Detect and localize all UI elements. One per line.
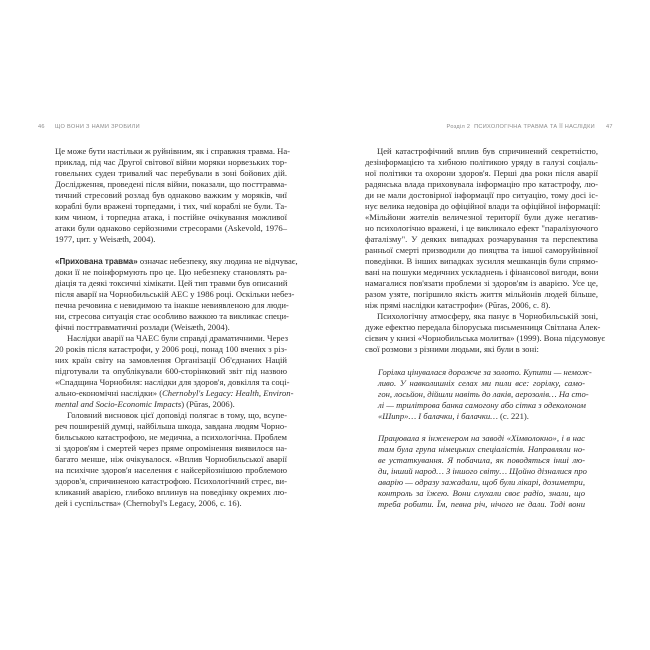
text-run: Психологічну атмосферу, яка панує в Чорнобильській зоні, (377, 311, 598, 321)
text-line (55, 366, 287, 377)
text-run: гон, лосьйон, дійшли навіть до лаків, аерозолів… На сто- (378, 389, 589, 399)
text-run: вані на пошуки медичних ускладнень і фінансової вигоди, вони (365, 267, 599, 277)
text-run: лі — трилітрова банка самогону або сітка з одеколоном (378, 400, 586, 410)
text-run: на психічне здоров'я населення є найсерйознішою проблемою (55, 465, 287, 475)
text-run: разом узяте, погіршило якість життя мільйонів людей більше, (365, 289, 598, 299)
italic-title: mental and Socio-Economic Impacts (55, 399, 182, 409)
text-line (55, 267, 287, 278)
text-run: фаталізму". У деяких випадках розчарування та перспектива (365, 234, 598, 244)
text-run: сієвич у книзі «Чорнобильська молитва» (1999). Вона підсумовує (365, 333, 606, 343)
paragraph (55, 146, 291, 245)
text-line (55, 311, 287, 322)
text-run: дей і суспільства» (Chernobyl's Legacy, 2006, с. 16). (55, 498, 242, 508)
text-run: там була група німецьких спеціалістів. Направляли но- (378, 444, 585, 454)
text-line (365, 146, 598, 157)
text-run: ким чином, і торпедна атака, і постійне очікування можливої (55, 212, 287, 222)
left-running-head (55, 124, 140, 130)
text-line (55, 278, 287, 289)
text-run: здоров'я, спричиненою катастрофою. Психологічний стрес, ви- (55, 476, 287, 486)
text-line (55, 454, 287, 465)
text-line (365, 311, 598, 322)
text-line (378, 378, 585, 389)
paragraph (55, 333, 294, 410)
text-run: намагалися пов'язати проблеми зі здоров'ям із аварією. Усе це, (365, 278, 598, 288)
text-line (365, 212, 598, 223)
text-run: 1977, цит. у Weisæth, 2004). (55, 234, 156, 244)
text-run: ди, інший народ… З іншого світу… Щойно дізналися про (378, 466, 587, 476)
text-line (365, 322, 601, 333)
text-run: Головний висновок цієї доповіді полягає в тому, що, всупе- (67, 410, 287, 420)
text-run: кликаний аварією, глибоко вплинув на поведінку окремих лю- (55, 487, 287, 497)
text-run: дезінформацією та хибною політикою уряду в галузі соціаль- (365, 157, 598, 167)
right-page-body (365, 146, 606, 510)
text-line (378, 499, 585, 510)
text-line (378, 411, 585, 422)
text-line (55, 190, 287, 201)
text-run: «Мільйони жителів величезної території були дуже негатив- (365, 212, 598, 222)
text-run: ) (Pūras, 2006). (181, 399, 235, 409)
text-run: 20 років після катастрофи, у 2006 році, понад 100 вчених з різ- (55, 344, 287, 354)
text-line (365, 201, 601, 212)
text-run: ранньої смерті призводили до пияцтва та іншої саморуйнівної (365, 245, 598, 255)
text-line (55, 223, 287, 234)
text-line (365, 256, 598, 267)
text-line (365, 344, 598, 355)
paragraph (365, 311, 606, 355)
text-run: ве устаткування. Я побачила, як поводяться інші лю- (378, 455, 585, 465)
text-run: поведінки. В інших випадках зусилля мешканців були спрямо- (365, 256, 598, 266)
text-line (365, 267, 598, 278)
text-line (55, 421, 287, 432)
text-line (365, 179, 598, 190)
italic-title: Chernobyl's Legacy: Health, Environ- (162, 388, 294, 398)
text-run: контроль за їжею. Вони слухали своє радіо, знали, що (378, 488, 585, 498)
text-line (55, 256, 298, 267)
text-run: тичний стресовий розлад був однаково важким у моряків, чиї (55, 190, 287, 200)
text-line (365, 234, 598, 245)
text-line (378, 488, 585, 499)
text-line (55, 344, 287, 355)
text-run: дуже ефектно передала білоруська письменниця Світлана Алек- (365, 322, 601, 332)
text-line (55, 179, 287, 190)
text-line (55, 388, 294, 399)
text-line (55, 146, 291, 157)
paragraph (55, 410, 287, 509)
text-line (55, 234, 287, 245)
text-line (365, 289, 598, 300)
text-run: Цей катастрофічний вплив був спричинений секретністю, (377, 146, 598, 156)
text-run: «Спадщина Чорнобиля: наслідки для здоров'я, довкілля та соці- (55, 377, 290, 387)
block-quote (378, 367, 592, 422)
text-run: Працювала я інженером на заводі «Хімволокно», і в нас (378, 433, 585, 443)
text-line (55, 487, 287, 498)
text-line (378, 367, 592, 378)
text-line (365, 190, 598, 201)
text-line (55, 432, 287, 443)
left-page-body (55, 146, 298, 509)
text-line (365, 245, 598, 256)
text-line (365, 300, 598, 311)
text-run: означає небезпеку, яку людина не відчуває, (137, 256, 298, 266)
text-run: бильською катастрофою, не медична, а психологічна. Проблем (55, 432, 287, 442)
text-line (55, 201, 287, 212)
text-line (365, 333, 606, 344)
text-run: кораблі були вражені торпедами, і тих, чиї кораблі не були. Та- (55, 201, 287, 211)
text-run: Горілка цінувалася дорожче за золото. Купити — немож- (378, 367, 592, 377)
text-line (55, 399, 287, 410)
text-line (55, 300, 287, 311)
text-line (365, 157, 598, 168)
text-run: ної політики та охорони здоров'я. Перші два роки після аварії (365, 168, 598, 178)
text-line (365, 168, 598, 179)
text-run: «Шипр»… І балачки, і балачки… (378, 411, 498, 421)
text-run: ально-економічні наслідки» ( (55, 388, 163, 398)
text-run: зі здоров'ям і смертей через пряме опромінення виявилося на- (55, 443, 287, 453)
text-run: печна речовина є невидимою та інакше невиявленою для люди- (55, 300, 289, 310)
text-run: ни, стресова ситуація стає особливо важкою та викликає специ- (55, 311, 289, 321)
right-page-number: 47 (606, 124, 613, 130)
text-run: но психологічно вражені, і це викликало ефект "паралізуючого (365, 223, 598, 233)
text-line (55, 157, 287, 168)
paragraph (365, 146, 601, 311)
text-run: приклад, під час Другої світової війни моряки норвезьких тор- (55, 157, 287, 167)
paragraph (55, 256, 298, 333)
text-line (378, 389, 589, 400)
citation: (с. 221). (497, 411, 529, 421)
text-line (55, 333, 287, 344)
text-run: після аварії на Чорнобильській АЕС у 1986 році. Оскільки небез- (55, 289, 295, 299)
text-run: свої розмови з різними людьми, які були в зоні: (365, 344, 539, 354)
text-line (55, 322, 287, 333)
running-head-text: ЩО ВОНИ З НАМИ ЗРОБИЛИ (55, 124, 140, 130)
text-run: ди не мали достовірної інформації про ситуацію, тому досі іс- (365, 190, 598, 200)
text-line (365, 223, 598, 234)
running-head-text: ПСИХОЛОГІЧНА ТРАВМА ТА ЇЇ НАСЛІДКИ (474, 124, 595, 130)
text-line (55, 476, 287, 487)
text-run: ніж прямі наслідки катастрофи» (Pūras, 2006, с. 8). (365, 300, 551, 310)
text-run: фічні посттравматичні розлади (Weisæth, 2004). (55, 322, 230, 332)
text-run: радянська влада приховувала інформацію про катастрофу, лю- (365, 179, 598, 189)
text-line (55, 289, 295, 300)
bold-term: «Прихована травма» (55, 257, 138, 266)
text-run: ливо. У навколишніх селах ми пили все: горілку, само- (378, 378, 585, 388)
text-line (55, 168, 287, 179)
text-run: діація та деякі токсичні хімікати. Цей тип травми був описаний (55, 278, 288, 288)
text-run: багато менше, ніж очікувалося. «Вплив Чорнобильської аварії (55, 454, 287, 464)
text-line (365, 278, 598, 289)
left-page-number: 46 (38, 124, 45, 130)
text-run: Дослідження, проведені після війни, показали, що посттравма- (55, 179, 287, 189)
text-run: треба робити. Їм, певна річ, нічого не дали. Тоді вони (378, 499, 585, 509)
text-run: Наслідки аварії на ЧАЕС були справді драматичними. Через (67, 333, 289, 343)
text-run: нує велика недовіра до офіційної влади та офіційної інформації: (365, 201, 601, 211)
text-run: реч поширеній думці, найбільша шкода, завдана людям Чорно- (55, 421, 287, 431)
text-run: говельних суден тривалий час перебували в зоні бойових дій. (55, 168, 287, 178)
text-run: підготували та опублікували 600-сторінковий звіт під назвою (55, 366, 287, 376)
text-run: аварію — одразу зажадали, щоб були лікарі, дозиметри, (378, 477, 585, 487)
block-quote (378, 433, 585, 510)
text-line (55, 377, 290, 388)
chapter-label: Розділ 2 (446, 124, 471, 130)
text-run: них країн світу на замовлення Організації Об'єднаних Націй (55, 355, 287, 365)
text-line (55, 498, 287, 509)
text-line (378, 433, 585, 444)
text-line (378, 466, 585, 477)
text-run: Це може бути настільки ж руйнівним, як і справжня травма. На- (55, 146, 291, 156)
text-line (55, 465, 287, 476)
text-line (378, 455, 585, 466)
text-line (378, 444, 585, 455)
right-running-head (447, 124, 595, 130)
text-line (378, 400, 585, 411)
text-run: доки її не поінформують про це. Цю небезпеку становлять ра- (55, 267, 287, 277)
text-line (55, 443, 287, 454)
text-line (55, 410, 287, 421)
text-line (55, 212, 287, 223)
text-run: атаки були однаково серйозними стресорами (Askevold, 1976– (55, 223, 287, 233)
text-line (378, 477, 585, 488)
text-line (55, 355, 287, 366)
